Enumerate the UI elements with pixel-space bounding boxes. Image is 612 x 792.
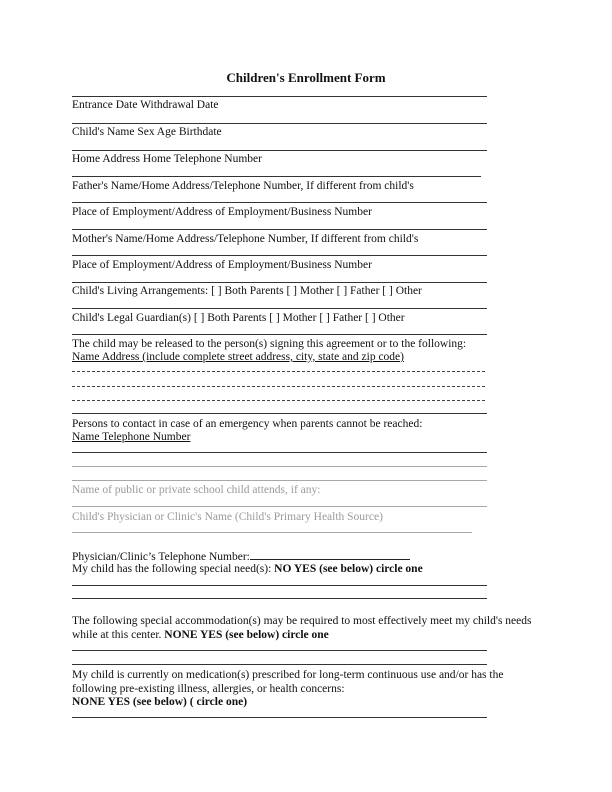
living-arrangements-line[interactable]	[72, 308, 487, 309]
medication-text-line2: following pre-existing illness, allergies, or health concerns:	[72, 683, 345, 695]
special-needs-row	[72, 562, 423, 576]
child-name-line[interactable]	[72, 150, 487, 151]
home-address-line[interactable]	[72, 176, 481, 177]
release-entry-line[interactable]	[72, 386, 485, 387]
physician-name-line[interactable]	[72, 532, 472, 533]
father-employment-label: Place of Employment/Address of Employment/Business Number	[72, 206, 372, 218]
school-line[interactable]	[72, 506, 487, 507]
release-entry-line[interactable]	[72, 400, 485, 401]
father-info-line[interactable]	[72, 202, 487, 203]
home-address-label: Home Address Home Telephone Number	[72, 153, 262, 165]
medication-line[interactable]	[72, 717, 487, 718]
father-info-label: Father's Name/Home Address/Telephone Number, If different from child's	[72, 180, 414, 192]
special-needs-line[interactable]	[72, 598, 487, 599]
accommodation-line[interactable]	[72, 664, 487, 665]
physician-phone-line[interactable]	[250, 548, 410, 560]
mother-info-line[interactable]	[72, 255, 487, 256]
mother-info-label: Mother's Name/Home Address/Telephone Number, If different from child's	[72, 233, 419, 245]
father-employment-line[interactable]	[72, 229, 487, 230]
medication-options[interactable]: NONE YES (see below) ( circle one)	[72, 696, 248, 708]
physician-name-label: Child's Physician or Clinic's Name (Child's Primary Health Source)	[72, 511, 383, 523]
release-entry-line[interactable]	[72, 371, 485, 372]
accommodation-line[interactable]	[72, 650, 487, 651]
legal-guardian-line[interactable]	[72, 334, 487, 335]
legal-guardian-label: Child's Legal Guardian(s) [ ] Both Parents [ ] Mother [ ] Father [ ] Other	[72, 312, 405, 324]
medication-text-line1: My child is currently on medication(s) prescribed for long-term continuous use and/or has the	[72, 669, 504, 681]
special-needs-options[interactable]: NO YES (see below) circle one	[274, 563, 423, 575]
child-name-label: Child's Name Sex Age Birthdate	[72, 126, 222, 138]
physician-phone-label: Physician/Clinic’s Telephone Number:	[72, 551, 250, 563]
release-instructions: The child may be released to the person(s) signing this agreement or to the following:	[72, 338, 467, 350]
special-needs-line[interactable]	[72, 585, 487, 586]
emergency-contact-instructions: Persons to contact in case of an emergency when parents cannot be reached:	[72, 418, 423, 430]
emergency-entry-line[interactable]	[72, 480, 487, 481]
emergency-column-header: Name Telephone Number	[72, 431, 191, 443]
mother-employment-label: Place of Employment/Address of Employment/Business Number	[72, 259, 372, 271]
accommodation-row	[72, 628, 329, 642]
special-needs-label: My child has the following special need(s):	[72, 563, 275, 575]
mother-employment-line[interactable]	[72, 282, 487, 283]
accommodation-text-line2: while at this center.	[72, 629, 165, 641]
emergency-entry-line[interactable]	[72, 452, 487, 453]
release-entry-line[interactable]	[72, 413, 487, 414]
entrance-date-label: Entrance Date Withdrawal Date	[72, 99, 219, 111]
school-label: Name of public or private school child attends, if any:	[72, 484, 321, 496]
living-arrangements-label: Child's Living Arrangements: [ ] Both Parents [ ] Mother [ ] Father [ ] Other	[72, 285, 422, 297]
release-column-header: Name Address (include complete street address, city, state and zip code)	[72, 351, 404, 363]
accommodation-options[interactable]: NONE YES (see below) circle one	[164, 629, 329, 641]
entrance-date-line[interactable]	[72, 123, 487, 124]
accommodation-text-line1: The following special accommodation(s) may be required to most effectively meet my child's needs	[72, 615, 532, 627]
form-title: Children's Enrollment Form	[226, 70, 386, 85]
emergency-entry-line[interactable]	[72, 466, 487, 467]
rule	[72, 96, 487, 97]
